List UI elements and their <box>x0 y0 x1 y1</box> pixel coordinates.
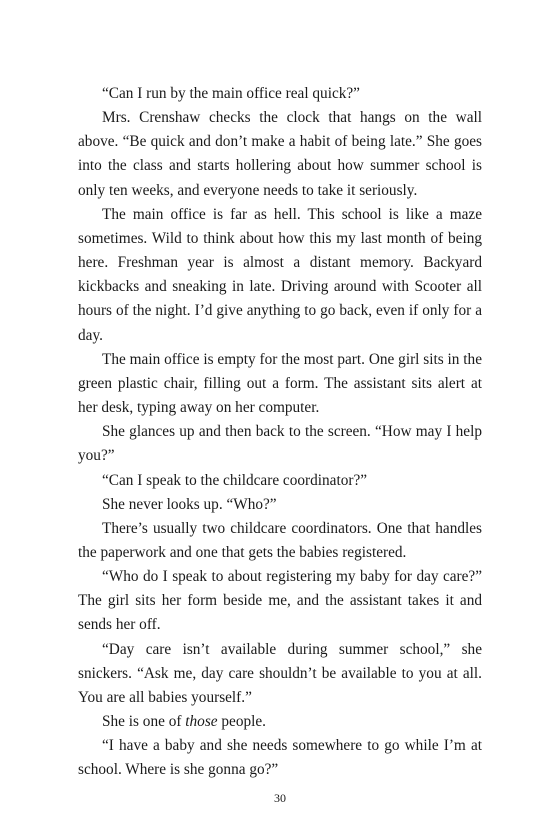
paragraph-text-after: people. <box>217 713 267 731</box>
paragraph-text-before: She is one of <box>102 713 186 731</box>
paragraph: She never looks up. “Who?” <box>102 495 277 513</box>
book-page-text <box>78 82 482 783</box>
page-number: 30 <box>274 791 286 805</box>
paragraph: The main office is empty for the most part. One girl sits in the green plastic chair, filling out a form. The assistant sits alert at her desk, typing away on her computer. <box>78 350 482 417</box>
paragraph: There’s usually two childcare coordinators. One that handles the paperwork and one that gets the babies registered. <box>78 519 482 561</box>
emphasized-word: those <box>185 713 218 731</box>
paragraph: “Can I speak to the childcare coordinator?” <box>102 471 368 489</box>
paragraph: “I have a baby and she needs somewhere to go while I’m at school. Where is she gonna go?” <box>78 737 482 779</box>
paragraph-with-emphasis <box>78 710 482 734</box>
paragraph: She glances up and then back to the screen. “How may I help you?” <box>78 423 482 465</box>
paragraph: “Day care isn’t available during summer school,” she snickers. “Ask me, day care shouldn’t be available to you at all. You are all babies yourself.” <box>78 640 482 706</box>
paragraph: The main office is far as hell. This school is like a maze sometimes. Wild to think about how this my last month of being here. Freshman year is almost a distant memory. Backyard kickbacks and sneaking in late. Driving around with Scooter all hours of the night. I’d give anything to go back, even if only for a day. <box>78 205 482 344</box>
paragraph: Mrs. Crenshaw checks the clock that hangs on the wall above. “Be quick and don’t make a habit of being late.” She goes into the class and starts hollering about how summer school is only ten weeks, and everyone needs to take it seriously. <box>78 109 482 199</box>
paragraph: “Can I run by the main office real quick?” <box>102 85 360 102</box>
paragraph: “Who do I speak to about registering my baby for day care?” The girl sits her form beside me, and the assistant takes it and sends her off. <box>78 568 482 634</box>
